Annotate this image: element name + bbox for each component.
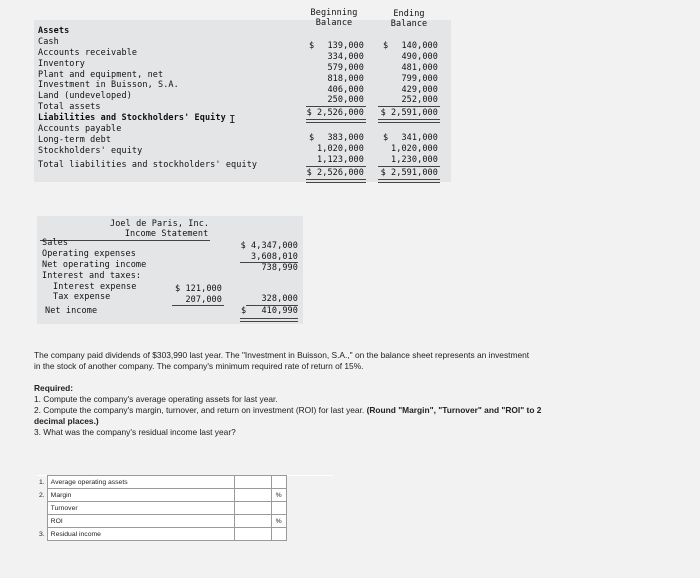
roi-input[interactable] [234,515,271,528]
interest-tax-values [170,284,222,306]
operating-expenses-value: 3,608,010 [251,251,298,262]
ending-value: 429,000 [401,84,438,95]
ending-asset-values [392,41,438,106]
col-header-beginning-line2: Balance [315,18,353,28]
average-operating-assets-input[interactable] [234,476,271,489]
asset-label: Accounts receivable [38,47,138,58]
ending-total-assets-double-rule [378,119,440,123]
row-unit: % [271,515,286,528]
paragraph-line-2: in the stock of another company. The company's minimum required rate of return of 15%. [34,361,364,371]
col-header-ending-line2: Balance [390,19,428,29]
ending-value: 1,020,000 [391,143,438,154]
tax-expense-value: 207,000 [185,294,222,305]
ending-value: 490,000 [401,51,438,62]
income-statement-title [110,219,209,239]
beginning-total-assets-double-rule [306,119,366,123]
dollar-sign: $ [309,41,315,51]
beginning-value: 334,000 [327,51,364,62]
total-assets-label: Total assets [38,102,101,113]
beginning-value: 250,000 [327,95,364,106]
opex-rule [240,262,298,263]
asset-label: Cash [38,36,59,47]
requirement-2 [34,405,541,416]
col-header-beginning [309,8,359,28]
interest-expense-value: $ 121,000 [175,284,222,294]
beginning-value: 383,000 [327,133,364,143]
requirement-2-rounding-note-cont: decimal places.) [34,416,99,426]
row-label: Margin [47,489,234,502]
text-cursor-icon: Ι [229,113,236,126]
row-pad [286,528,333,541]
requirement-3: 3. What was the company's residual income last year? [34,427,236,437]
row-unit [271,476,286,489]
beginning-value: 406,000 [327,84,364,95]
company-name: Joel de Paris, Inc. [110,219,210,229]
dollar-sign: $ [309,133,315,143]
assets-heading: Assets [38,26,70,36]
requirement-2-rounding-note: (Round "Margin", "Turnover" and "ROI" to 2 [366,405,542,415]
net-income-double-rule [240,318,298,322]
row-number: 2. [37,489,47,502]
tax-expense-label: Tax expense [53,292,111,303]
ending-total-assets: $ 2,591,000 [380,108,438,118]
answer-row [37,528,333,541]
row-pad [286,502,333,515]
row-label: Residual income [47,528,234,541]
answer-row [37,515,333,528]
answer-row [37,476,333,489]
asset-label: Plant and equipment, net [38,69,164,80]
net-operating-income-value: 738,990 [261,262,298,273]
row-number: 1. [37,476,47,489]
answer-row [37,489,333,502]
tax-rule [172,305,224,306]
margin-input[interactable] [234,489,271,502]
row-label: Turnover [47,502,234,515]
ending-value: 1,230,000 [391,154,438,165]
turnover-input[interactable] [234,502,271,515]
liability-label: Accounts payable [38,124,122,135]
ending-assets-rule [378,106,440,107]
row-unit [271,528,286,541]
beginning-value: 139,000 [327,41,364,51]
beginning-assets-rule [306,106,366,107]
liability-label: Stockholders' equity [38,145,143,156]
statement-name: Income Statement [124,229,209,239]
beginning-value: 579,000 [327,62,364,73]
required-heading: Required: [34,383,74,393]
sales-label: Sales [42,238,69,248]
row-label: Average operating assets [47,476,234,489]
ending-value: 799,000 [401,73,438,84]
beginning-total-liabilities: $ 2,526,000 [306,168,364,178]
row-unit: % [271,489,286,502]
asset-label: Investment in Buisson, S.A. [38,80,179,91]
net-operating-income-label: Net operating income [42,259,147,270]
ending-total-liab-double-rule [378,179,440,183]
net-income-label: Net income [45,306,98,316]
row-number [37,502,47,515]
beginning-liab-rule [306,166,366,167]
col-header-ending-line1: Ending [393,9,425,19]
beginning-value: 1,020,000 [317,143,364,154]
ending-value: 481,000 [401,62,438,73]
balance-sheet-labels [38,26,257,171]
dollar-sign: $ [383,41,389,51]
liability-label: Long-term debt [38,134,112,145]
ending-total-liabilities: $ 2,591,000 [380,168,438,178]
col-header-beginning-line1: Beginning [310,8,358,18]
dollar-sign: $ [383,133,389,143]
beginning-total-assets: $ 2,526,000 [306,108,364,118]
net-income-value: 410,990 [261,306,298,316]
ending-value: 341,000 [401,133,438,143]
ending-value: 140,000 [401,41,438,51]
beginning-asset-values [318,41,364,106]
sales-value: $ 4,347,000 [240,241,298,251]
row-number [37,515,47,528]
required-section [34,383,541,438]
row-pad [286,515,333,528]
income-sub-labels [53,282,136,304]
problem-paragraph [34,350,529,372]
ending-value: 252,000 [401,95,438,106]
beginning-total-liab-double-rule [306,179,366,183]
col-header-ending [384,9,434,29]
row-unit [271,502,286,515]
income-values [232,241,298,274]
ending-liability-values [386,133,438,166]
requirement-2-text: 2. Compute the company's margin, turnover, and return on investment (ROI) for last year. [34,405,365,415]
interest-expense-label: Interest expense [53,281,137,292]
beginning-liability-values [312,133,364,166]
row-number: 3. [37,528,47,541]
asset-label: Land (undeveloped) [38,91,132,102]
row-pad [286,476,333,489]
row-pad [286,489,333,502]
income-labels [42,238,146,282]
answer-table [37,475,333,541]
residual-income-input[interactable] [234,528,271,541]
operating-expenses-label: Operating expenses [42,248,136,259]
dollar-sign: $ [241,306,247,316]
ending-liab-rule [378,166,440,167]
beginning-value: 818,000 [327,73,364,84]
total-liabilities-label: Total liabilities and stockholders' equity [38,159,258,170]
requirement-1: 1. Compute the company's average operating assets for last year. [34,394,278,404]
row-label: ROI [47,515,234,528]
answer-row [37,502,333,515]
beginning-value: 1,123,000 [317,154,364,165]
asset-label: Inventory [38,58,85,69]
interest-and-taxes-value: 328,000 [261,294,298,304]
paragraph-line-1: The company paid dividends of $303,990 last year. The "Investment in Buisson, S.A.," on the balance sheet represents an investment [34,350,530,360]
interest-taxes-label: Interest and taxes: [42,270,142,281]
liabilities-heading: Liabilities and Stockholders' Equity [38,113,226,124]
